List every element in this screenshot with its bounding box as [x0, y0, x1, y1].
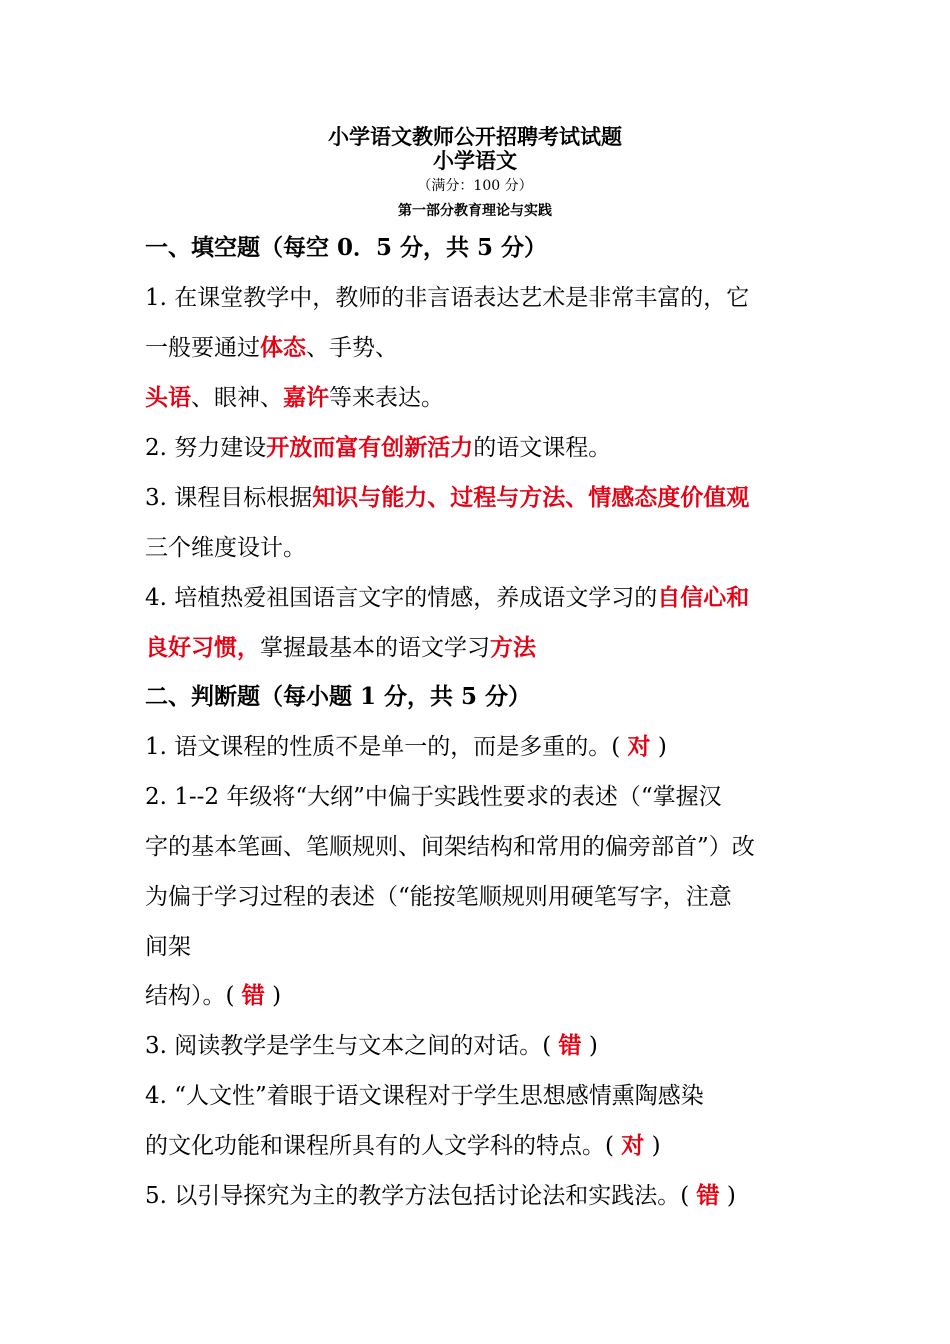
s2-q1-line — [145, 730, 667, 764]
s1-q2-line — [145, 431, 611, 465]
s1-q3-text: 三个维度设计。 — [145, 535, 306, 561]
s2-q5-answer: 错 — [696, 1182, 720, 1209]
s2-q1-text: 1. 语文课程的性质不是单一的，而是多重的。( — [145, 734, 621, 760]
exam-score: （满分：100 分） — [417, 178, 533, 194]
s1-q4-answer: 自信心和 — [657, 584, 750, 611]
s1-q1-line2 — [145, 331, 398, 365]
s2-q3-text: 3. 阅读教学是学生与文本之间的对话。( — [145, 1033, 552, 1059]
s2-q1-text: ) — [657, 734, 667, 760]
s1-q1-line3 — [145, 381, 444, 415]
section2-heading: 二、判断题（每小题 1 分，共 5 分） — [145, 683, 532, 710]
s1-q1-answer: 体态 — [260, 334, 306, 361]
s1-q1-text: 一般要通过 — [145, 335, 260, 361]
s1-q1-text: 、手势、 — [306, 335, 398, 361]
s1-q1-answer: 嘉许 — [283, 384, 329, 411]
s2-q5-text: 5. 以引导探究为主的教学方法包括讨论法和实践法。( — [145, 1183, 690, 1209]
s1-q4-text: 掌握最基本的语文学习 — [260, 635, 490, 661]
s1-q2-answer: 开放而富有创新活力 — [266, 434, 474, 461]
s1-q3-answer: 知识与能力、过程与方法、情感态度价值观 — [312, 484, 750, 511]
s2-q5-text: ) — [726, 1183, 736, 1209]
s1-q3-line1 — [145, 481, 749, 515]
s1-q4-answer: 方法 — [490, 634, 536, 661]
s1-q4-answer: 良好习惯， — [145, 634, 260, 661]
s1-q1-text: 、眼神、 — [191, 385, 283, 411]
s1-q1-text: 1. 在课堂教学中，教师的非言语表达艺术是非常丰富的，它 — [145, 285, 750, 311]
s1-q1-line1 — [145, 281, 749, 315]
s2-q2-line4: 间架 — [145, 934, 191, 960]
exam-title: 小学语文教师公开招聘考试试题 — [328, 124, 622, 149]
s1-q4-line2 — [145, 631, 536, 665]
s1-q3-line2 — [145, 531, 306, 565]
section1-heading: 一、填空题（每空 0．5 分，共 5 分） — [145, 234, 548, 261]
s2-q5-line — [145, 1179, 736, 1213]
s1-q2-text: 的语文课程。 — [473, 435, 612, 461]
s2-q4-text: ) — [651, 1133, 661, 1159]
s2-q2-line2: 字的基本笔画、笔顺规则、间架结构和常用的偏旁部首”）改 — [145, 834, 755, 860]
s1-q1-answer: 头语 — [145, 384, 191, 411]
s2-q2-text: 结构）。( — [145, 983, 235, 1009]
s2-q4-line1: 4. “人文性”着眼于语文课程对于学生思想感情熏陶感染 — [145, 1083, 704, 1109]
s2-q3-text: ) — [588, 1033, 598, 1059]
exam-subject: 小学语文 — [433, 148, 517, 173]
s1-q1-text: 等来表达。 — [329, 385, 444, 411]
s2-q4-answer: 对 — [621, 1132, 645, 1159]
s2-q3-line — [145, 1029, 598, 1063]
s2-q4-text: 的文化功能和课程所具有的人文学科的特点。( — [145, 1133, 614, 1159]
s2-q3-answer: 错 — [558, 1032, 582, 1059]
s2-q1-answer: 对 — [627, 733, 651, 760]
s2-q2-line3: 为偏于学习过程的表述（“能按笔顺规则用硬笔写字，注意 — [145, 884, 732, 910]
s1-q4-text: 4. 培植热爱祖国语言文字的情感，养成语文学习的 — [145, 585, 658, 611]
s1-q4-line1 — [145, 581, 749, 615]
s2-q4-line2 — [145, 1129, 661, 1163]
s1-q2-text: 2. 努力建设 — [145, 435, 267, 461]
s2-q2-line1: 2. 1--2 年级将“大纲”中偏于实践性要求的表述（“掌握汉 — [145, 784, 722, 810]
s1-q3-text: 3. 课程目标根据 — [145, 485, 313, 511]
exam-part: 第一部分教育理论与实践 — [398, 203, 552, 219]
s2-q2-answer: 错 — [241, 982, 265, 1009]
s2-q2-text: ) — [272, 983, 282, 1009]
s2-q2-line5 — [145, 979, 281, 1013]
